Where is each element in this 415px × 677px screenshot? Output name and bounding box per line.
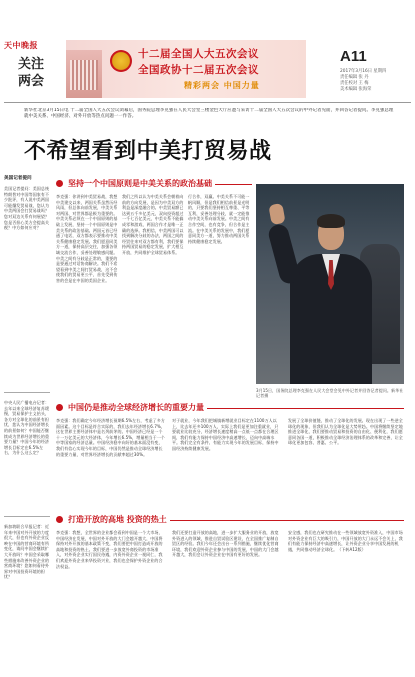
- section-title-line1: 关注: [17, 57, 44, 72]
- section3-col2: 我们还要打造开放的高地，进一步扩大服务业的开放，放宽外资进入的领域，推进自贸试验区建设，在全国推广复制自贸区的经验。我们今年还会出台一系列措施，继续优化营商环境，我们欢迎外资企业参与中国的发展，中国的大门会越开越大，我们会让外资企业在中国有更好的发展。: [172, 530, 279, 558]
- sidebar-question-title: 美国记者提问: [4, 176, 32, 181]
- page-number: A11: [340, 48, 367, 65]
- section-bullet-icon: [56, 404, 63, 411]
- section1-col2: 我们之所以认为中美关系会朝着向前的方向发展，是因为中美双方的利益是深度融合的。中美贸易额已达到五千多亿美元，双向投资超过一千七百亿美元，中美关系不能搞成零和游戏，两国合作才是唯一正确的选择。我相信，中美两国可以找到解决分歧的办法，两国之间的经贸往来对双方都有利，我们要保持两国贸易的稳定发展，扩大相互开放，共同维护全球贸易体系。: [122, 194, 184, 255]
- section-head-2: [56, 402, 404, 414]
- national-emblem-icon: [110, 50, 132, 72]
- premier-press-photo: [256, 184, 404, 384]
- sidebar-divider: [4, 516, 50, 517]
- sidebar-question-2: 中央人民广播电台记者：去年以来全球经济复苏缓慢，贸易保护主义抬头，各方对全球化的前景有担忧，您认为中国经济增长的前景如何？中国能否继续成为世界经济增长的重要力量？中国今年的经济增长目标定在6.5%左右，为什么这么定？: [4, 400, 50, 456]
- editor-credit: 责任编辑 张 丹: [340, 75, 369, 80]
- figure-hair: [317, 214, 345, 228]
- section-title: [12, 56, 50, 90]
- photo-caption: 3月15日，国务院总理李克强在人民大会堂会见中外记者并回答记者提问。新华社记者摄: [256, 388, 404, 399]
- designer-credit: 美术编辑 张海荣: [340, 87, 372, 92]
- header-divider: [4, 102, 411, 103]
- two-sessions-banner: [66, 40, 306, 98]
- banner-line1: 十二届全国人大五次会议: [138, 48, 259, 60]
- section3-col1: 李克强：我想，全世界的企业都会看到中国是一个大市场，中国经济在发展，中国对外开放的大门会越开越大，中国将保持对外开放的基本政策不变，我们要把中国打造成开放的高地和投资的热土。我们要进一步放宽外商投资的市场准入，对外资企业实行国民待遇，内资外资企业一视同仁，我们欢迎外资企业来华投资兴业，我们也会保护外资企业的合法权益。: [56, 530, 163, 569]
- banner-slogan: 精彩两会 中国力量: [184, 80, 260, 90]
- section-head-text: 中国仍是推动全球经济增长的重要力量: [65, 402, 207, 413]
- section2-col3: 发展了全球价值链，推动了全球化的发展。现在出现了一些逆全球化的现象，但我们认为全球化是大势所趋。中国将继续坚定地推进全球化，我们要推动贸易和投资的自由化、便利化，我们愿意同各国一道，积极推动全球经济治理体系的改革和完善，让全球化更加包容、普惠、公平。: [288, 418, 403, 446]
- sidebar-question-1: 美国记者提问：美国总统特朗普对中国等国家有不少批评，有人说中美两国可能爆发贸易战，您认为中美两国会打贸易战吗？您对双边关系有何展望？您是否担心美方会提高关税？中方如何应对？: [4, 186, 50, 231]
- waving-hand: [268, 203, 285, 225]
- lead-paragraph: 新华社北京3月15日电 十二届全国人大五次会议闭幕后，国务院总理李克强在人民大会堂三楼金色大厅应邀与采访十二届全国人大五次会议的中外记者见面，并回答记者提问。李克强总理就中美关系、中国经济、对外开放等热点问题一一作答。: [24, 108, 394, 119]
- section-title-line2: 两会: [17, 74, 44, 89]
- section-bullet-icon: [56, 516, 63, 523]
- sidebar-divider: [4, 392, 50, 393]
- figure-arm: [267, 222, 302, 285]
- issue-date: 2017年3月16日 星期四: [340, 69, 387, 74]
- newspaper-logo: 天中晚报: [4, 40, 38, 50]
- section-bullet-icon: [56, 180, 63, 187]
- section1-col3: 行合作，双赢。中美关系不可能一帆风顺，但是我们相信前景是光明的，只要我们坚持相互尊重、平等互利，妥善处理分歧，就一定能推动中美关系向前发展。中美之间有合作空间，也有竞争，但合作是主流。在中美关系的发展中，我们愿意同美方一道，努力推动两国关系持续健康稳定发展。: [188, 194, 250, 244]
- section-head-text: 坚持一个中国原则是中美关系的政治基础: [65, 178, 215, 189]
- sidebar-question-3: 新加坡联合早报记者：近年来中国对外开放的力度很大，但也有外资企业反映在中国的营商环境有所变化，请问中国会继续扩大开放吗？中国会采取哪些措施来改善外资企业的营商环境？您如何看待外界对中国投资环境的担忧？: [4, 524, 50, 580]
- section2-col2: 对于就业，今年我们把城镇新增就业目标定在1100万人以上，比去年还多100万人，实际上我们是更加注重就业，只要就业比较充分，经济增长速度稍高一点低一点都在合理区间，我们有能力保持中国经济中高速增长，迈向中高端水平。我们完全有条件、有能力实现今年的发展目标，保持中国经济持续健康发展。: [172, 418, 279, 451]
- main-headline: 不希望看到中美打贸易战: [24, 139, 272, 164]
- section-head-text: 打造开放的高地 投资的热土: [65, 514, 170, 525]
- section3-col3: 安全感，我们也在研究推动在一些领域放宽外资准入，中国市场对外资企业有巨大的吸引力，中国开放的大门永远不会关上，我们有能力保持经济中高速增长，让外资企业分享中国发展的机遇，共同推动经济全球化。（下转A12版）: [288, 530, 403, 552]
- section-head-1: [56, 178, 252, 190]
- proofread-credit: 责任校对 王 梅: [340, 81, 369, 86]
- banner-line2: 全国政协十二届五次会议: [138, 64, 259, 76]
- section2-col1: 李克强：我们确定今年经济增长预期6.5%左右，考虑了多方面因素。这个目标是符合实际的，我们去年经济增长6.7%，这在世界主要经济体中是名列前茅的。中国经济已经是一个十一万亿美元的大经济体，今年增长6.5%，增量相当于一个中等国家的经济总量。中国经济稳中向好的基本面没有变，我们有信心实现今年的目标，中国仍然是推动全球经济增长的重要力量，对世界经济增长的贡献率超过30%。: [56, 418, 165, 457]
- great-hall-image: [66, 50, 102, 98]
- section1-col1: 李克强：你讲到中美贸易战，我想中美建交以来，两国关系虽然历经风雨，但总体向前发展，中美关系对两国、对世界都是极为重要的。中美关系必须在一个中国原则的基础上发展，坚持一个中国原则是中美关系的政治基础。两国元首已经通了电话，双方都表示要推动中美关系健康稳定发展。我们愿意同美方一道，保持高层交往，加强各领域交流合作，妥善处理敏感问题。中美之间有分歧是正常的，重要的是要通过对话协商解决。我们不希望看到中美之间打贸易战，这不会使我们的贸易更公平，首先受到伤害的会是在中国的美国企业。: [56, 194, 118, 283]
- section-head-3: [56, 514, 404, 526]
